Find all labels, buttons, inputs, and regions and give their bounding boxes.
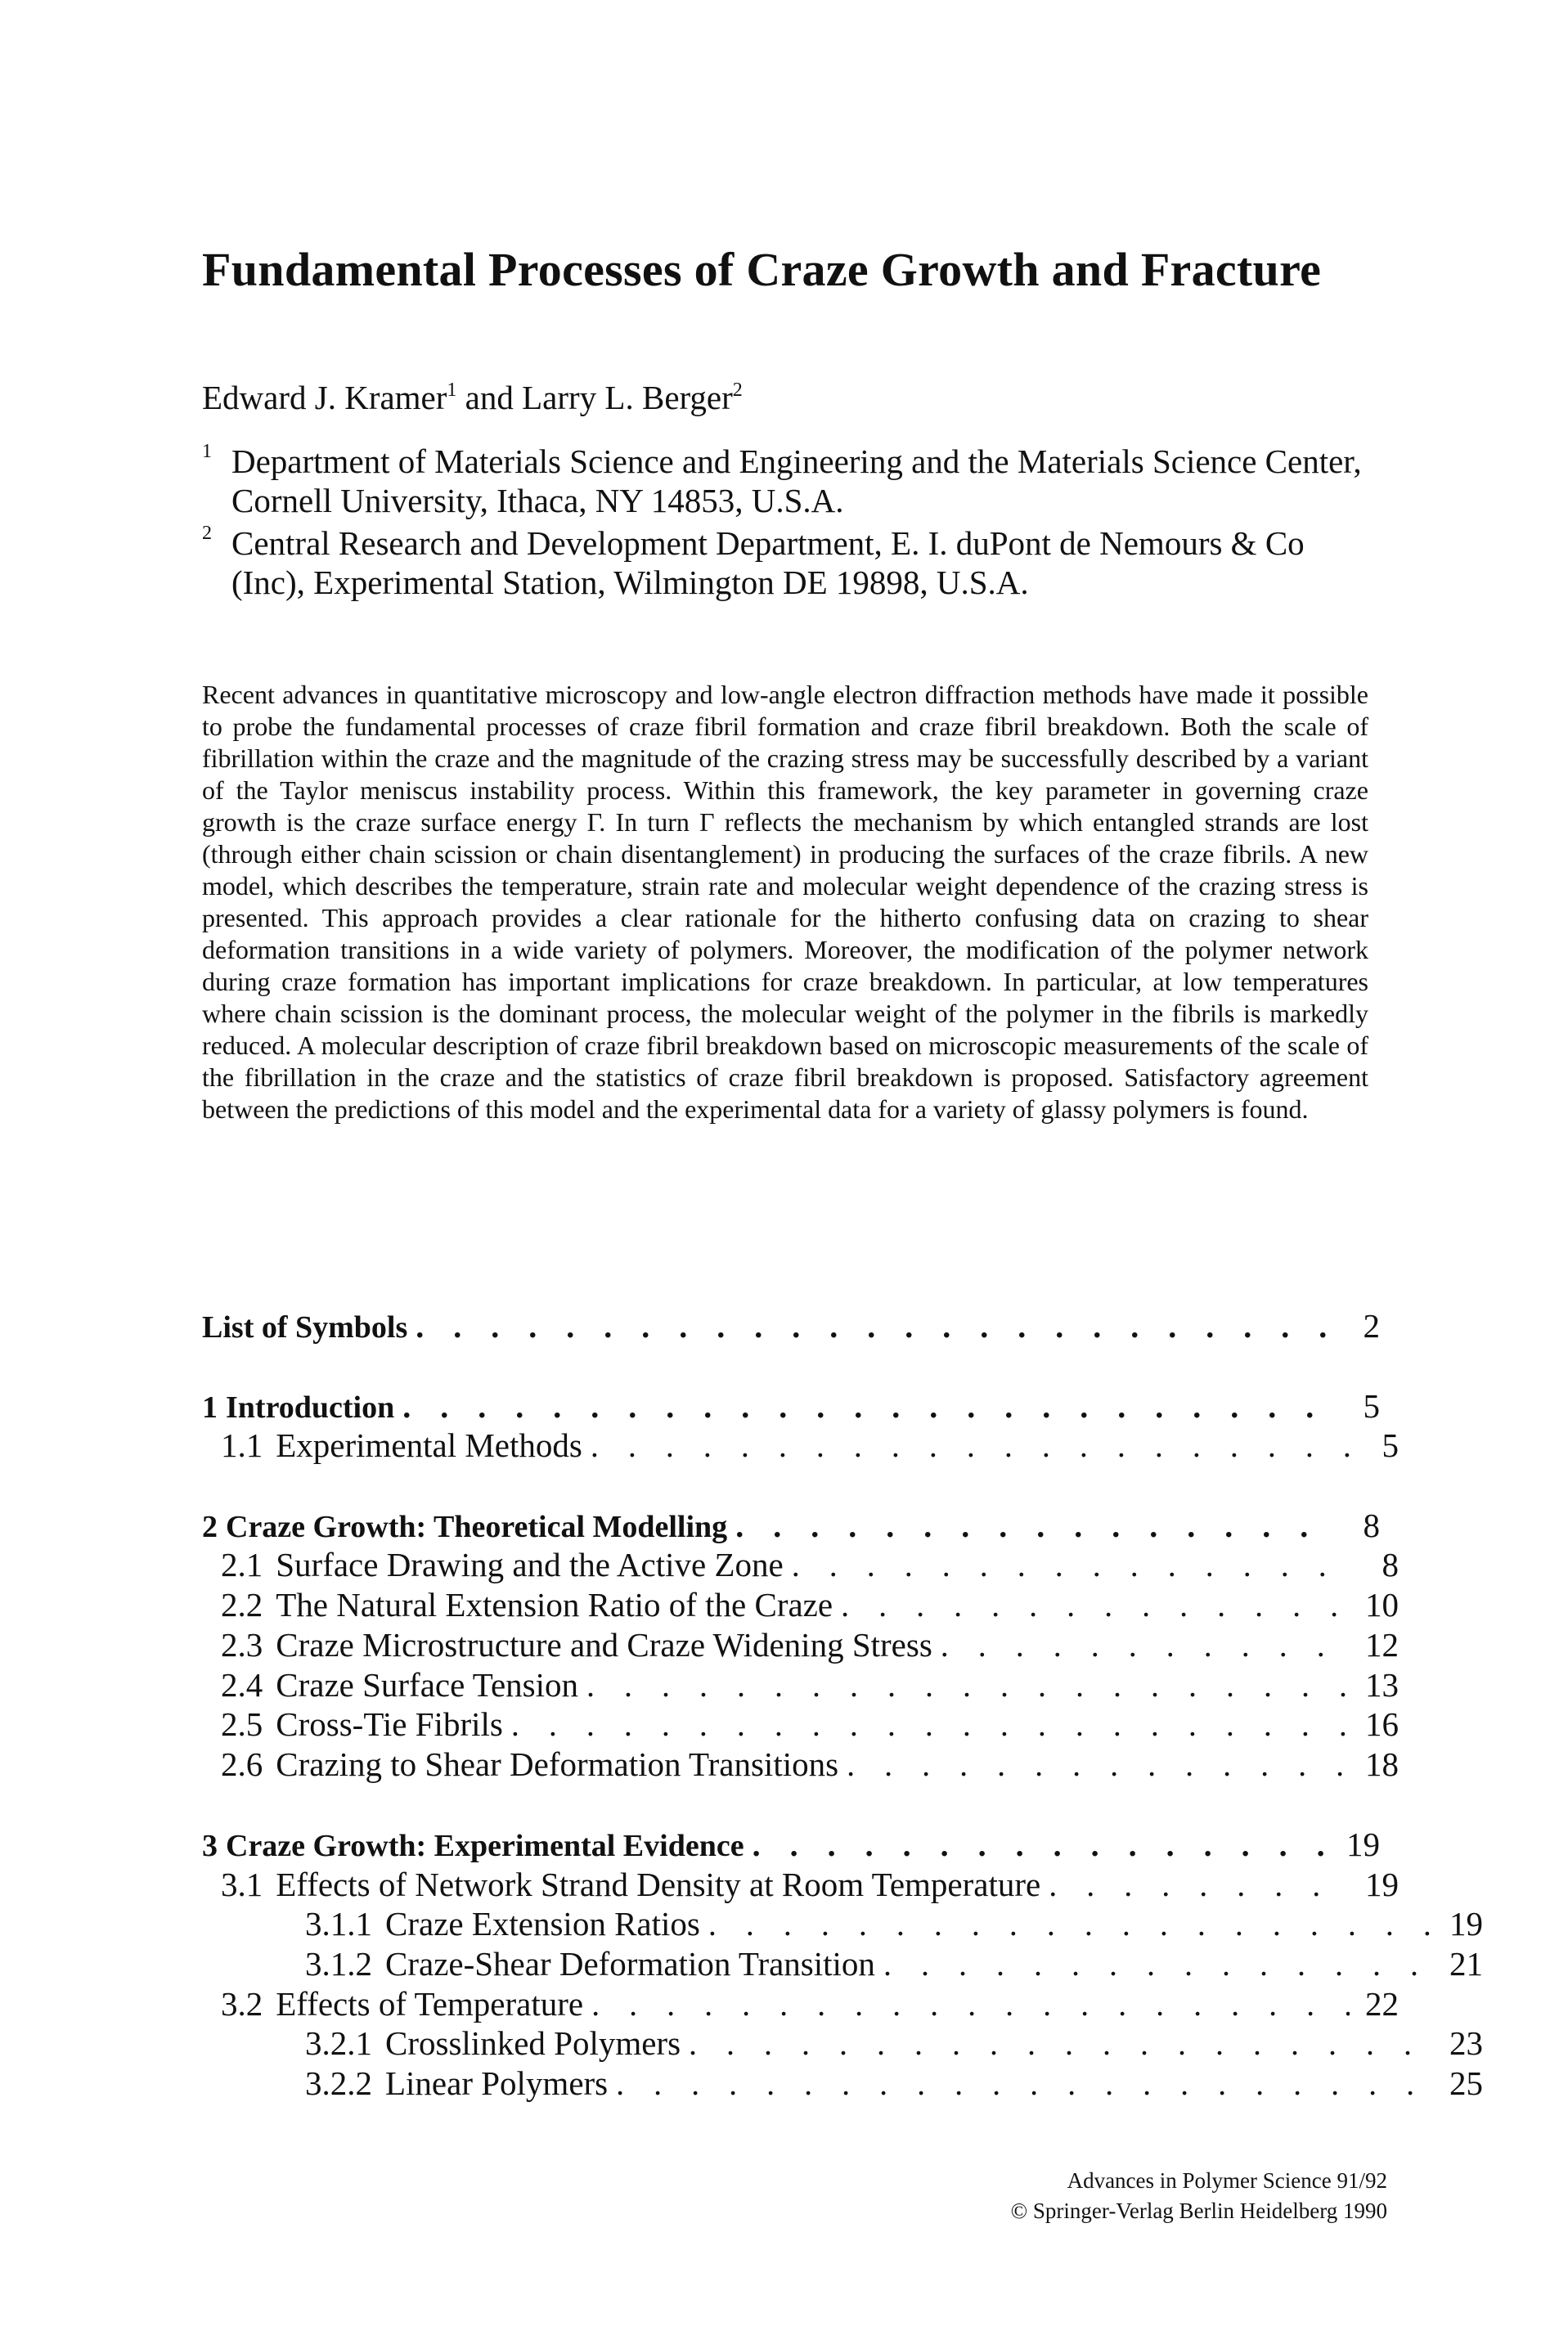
author-berger: Larry L. Berger bbox=[522, 379, 733, 416]
toc-entry-subsection[interactable] bbox=[202, 1944, 1483, 1983]
toc-page: 5 bbox=[1382, 1426, 1399, 1464]
toc-leader bbox=[511, 1705, 1350, 1744]
toc-page: 19 bbox=[1365, 1866, 1399, 1903]
toc-leader bbox=[591, 1426, 1350, 1465]
toc-entry-section[interactable] bbox=[202, 1545, 1399, 1584]
toc-label: Crosslinked Polymers bbox=[385, 2024, 681, 2062]
toc-page: 8 bbox=[1363, 1507, 1380, 1544]
toc-number: 2.5 bbox=[221, 1705, 263, 1743]
toc-page: 23 bbox=[1449, 2024, 1483, 2062]
toc-page: 25 bbox=[1449, 2064, 1483, 2102]
toc-page: 19 bbox=[1346, 1826, 1380, 1863]
toc-label: Surface Drawing and the Active Zone bbox=[276, 1546, 784, 1583]
toc-number: 3.2.2 bbox=[305, 2064, 372, 2102]
toc-number: 2.2 bbox=[221, 1586, 263, 1624]
toc-entry-section[interactable] bbox=[202, 1984, 1399, 2023]
toc-number: 1.1 bbox=[221, 1426, 263, 1464]
author-sup-2: 2 bbox=[732, 380, 743, 401]
author-kramer: Edward J. Kramer bbox=[202, 379, 447, 416]
toc-entry-subsection[interactable] bbox=[202, 2023, 1483, 2063]
toc-label: Craze-Shear Deformation Transition bbox=[385, 1945, 875, 1983]
toc-page: 18 bbox=[1365, 1745, 1399, 1783]
author-line bbox=[202, 378, 743, 417]
affiliation-text: Central Research and Development Department, E. I. duPont de Nemours & Co (Inc), Experimental Station, Wilmington DE 19898, U.S.A. bbox=[231, 524, 1305, 601]
toc-entry-section[interactable] bbox=[202, 1426, 1399, 1465]
author-conjunction: and bbox=[465, 379, 514, 416]
toc-leader bbox=[1049, 1866, 1350, 1904]
toc-label: List of Symbols bbox=[202, 1310, 408, 1345]
toc-leader bbox=[708, 1905, 1434, 1943]
toc-entry-section[interactable] bbox=[202, 1665, 1399, 1704]
toc-leader bbox=[841, 1586, 1350, 1624]
toc-label: Craze Growth: Experimental Evidence bbox=[226, 1829, 744, 1863]
toc-label: Experimental Methods bbox=[276, 1426, 582, 1464]
toc-page: 12 bbox=[1365, 1626, 1399, 1664]
toc-page: 22 bbox=[1365, 1985, 1399, 2023]
toc-number: 2.6 bbox=[221, 1745, 263, 1783]
toc-label: The Natural Extension Ratio of the Craze bbox=[276, 1586, 833, 1624]
toc-label: Craze Microstructure and Craze Widening Stress bbox=[276, 1626, 932, 1664]
toc-leader bbox=[616, 2064, 1434, 2103]
toc-label: Linear Polymers bbox=[385, 2064, 609, 2102]
toc-number: 3.2 bbox=[221, 1985, 263, 2023]
toc-entry-section[interactable] bbox=[202, 1625, 1399, 1664]
toc-entry-subsection[interactable] bbox=[202, 2064, 1483, 2103]
toc-leader bbox=[792, 1546, 1350, 1584]
toc-label: Introduction bbox=[226, 1390, 395, 1425]
toc-page: 2 bbox=[1363, 1307, 1380, 1345]
toc-entry-section[interactable] bbox=[202, 1585, 1399, 1624]
publication-footer bbox=[999, 2166, 1387, 2226]
copyright-line: © Springer-Verlag Berlin Heidelberg 1990 bbox=[1010, 2199, 1387, 2223]
toc-page: 10 bbox=[1365, 1586, 1399, 1624]
toc-entry-chapter[interactable] bbox=[202, 1825, 1380, 1864]
toc-entry-section[interactable] bbox=[202, 1865, 1399, 1904]
toc-leader bbox=[402, 1387, 1331, 1426]
affiliation-2 bbox=[202, 523, 1380, 602]
paper-title: Fundamental Processes of Craze Growth and Fracture bbox=[202, 243, 1322, 296]
toc-number: 2.1 bbox=[221, 1546, 263, 1583]
toc-leader bbox=[591, 1985, 1350, 2023]
affiliation-number: 2 bbox=[202, 523, 212, 544]
toc-label: Craze Extension Ratios bbox=[385, 1905, 700, 1942]
toc-page: 16 bbox=[1365, 1705, 1399, 1743]
toc-label: Craze Growth: Theoretical Modelling bbox=[226, 1510, 728, 1544]
toc-leader bbox=[735, 1507, 1331, 1545]
toc-label: Crazing to Shear Deformation Transitions bbox=[276, 1745, 839, 1783]
toc-page: 8 bbox=[1382, 1546, 1399, 1583]
toc-number: 2 bbox=[202, 1510, 218, 1544]
toc-number: 2.3 bbox=[221, 1626, 263, 1664]
toc-leader bbox=[941, 1626, 1350, 1664]
toc-number: 3.2.1 bbox=[305, 2024, 372, 2062]
toc-leader bbox=[586, 1666, 1350, 1704]
toc-label: Cross-Tie Fibrils bbox=[276, 1705, 503, 1743]
toc-page: 19 bbox=[1449, 1905, 1483, 1942]
toc-leader bbox=[689, 2024, 1434, 2063]
toc-label: Effects of Network Strand Density at Room Temperature bbox=[276, 1866, 1041, 1903]
toc-number: 1 bbox=[202, 1390, 218, 1425]
toc-number: 3 bbox=[202, 1829, 218, 1863]
toc-leader bbox=[883, 1945, 1434, 1983]
toc-entry-list-of-symbols[interactable] bbox=[202, 1306, 1380, 1345]
toc-number: 2.4 bbox=[221, 1666, 263, 1704]
affiliation-text: Department of Materials Science and Engineering and the Materials Science Center, Cornell University, Ithaca, NY 14853, U.S.A. bbox=[231, 442, 1362, 519]
toc-leader bbox=[753, 1826, 1331, 1864]
toc-leader bbox=[847, 1745, 1350, 1784]
toc-page: 13 bbox=[1365, 1666, 1399, 1704]
affiliation-1 bbox=[202, 442, 1380, 520]
toc-label: Effects of Temperature bbox=[276, 1985, 584, 2023]
affiliation-number: 1 bbox=[202, 441, 212, 462]
toc-number: 3.1.1 bbox=[305, 1905, 372, 1942]
series-line: Advances in Polymer Science 91/92 bbox=[1067, 2168, 1387, 2193]
toc-label: Craze Surface Tension bbox=[276, 1666, 579, 1704]
toc-page: 21 bbox=[1449, 1945, 1483, 1983]
toc-number: 3.1 bbox=[221, 1866, 263, 1903]
toc-entry-section[interactable] bbox=[202, 1704, 1399, 1744]
author-sup-1: 1 bbox=[447, 380, 457, 401]
toc-page: 5 bbox=[1363, 1387, 1380, 1425]
toc-number: 3.1.2 bbox=[305, 1945, 372, 1983]
toc-entry-section[interactable] bbox=[202, 1745, 1399, 1784]
abstract: Recent advances in quantitative microscopy and low-angle electron diffraction methods have made it possible to probe the fundamental processes of craze fibril formation and craze fibril breakdown. Both the scale of fibrillation within the craze and the magnitude of the crazing stress may be successfully described by a variant of the Taylor meniscus instability process. Within this framework, the key parameter in governing craze growth is the craze surface energy Γ. In turn Γ reflects the mechanism by which entangled strands are lost (through either chain scission or chain disentanglement) in producing the surfaces of the craze fibrils. A new model, which describes the temperature, strain rate and molecular weight dependence of the crazing stress is presented. This approach provides a clear rationale for the hitherto confusing data on crazing to shear deformation transitions in a wide variety of polymers. Moreover, the modification of the polymer network during craze formation has important implications for craze breakdown. In particular, at low temperatures where chain scission is the dominant process, the molecular weight of the polymer in the fibrils is markedly reduced. A molecular description of craze fibril breakdown based on microscopic measurements of the scale of the fibrillation in the craze and the statistics of craze fibril breakdown is proposed. Satisfactory agreement between the predictions of this model and the experimental data for a variety of glassy polymers is found. bbox=[202, 680, 1368, 1124]
toc-entry-chapter[interactable] bbox=[202, 1386, 1380, 1426]
toc-entry-subsection[interactable] bbox=[202, 1904, 1483, 1943]
toc-entry-chapter[interactable] bbox=[202, 1506, 1380, 1545]
toc-leader bbox=[416, 1307, 1331, 1345]
